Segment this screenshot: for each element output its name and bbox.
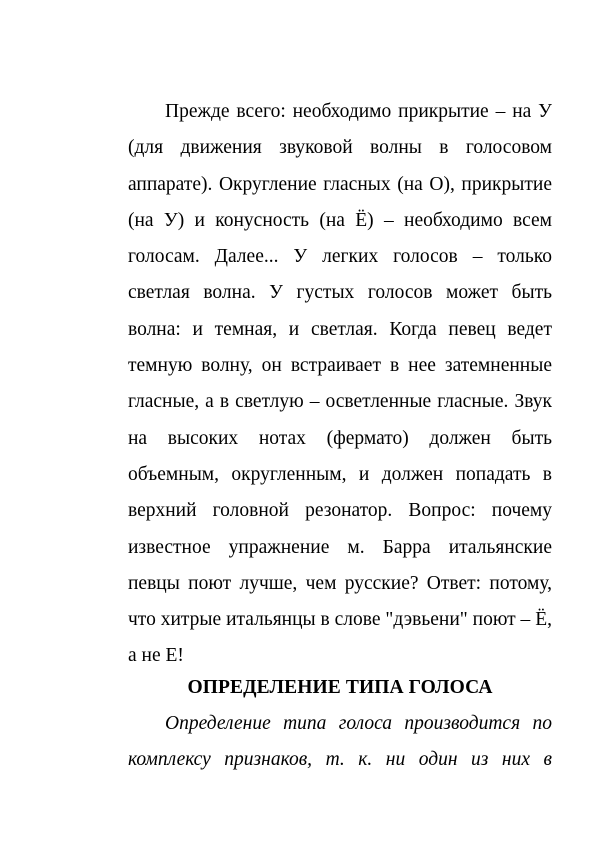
body-paragraph: Прежде всего: необходимо прикрытие – на У (для движения звуковой волны в голосовом аппарате). Округление гласных (на О), прикрытие (на У) и конусность (на Ё) – необходимо всем голосам. Далее... У легких голосов – только светлая волна. У густых голосов может быть волна: и темная, и светлая. Когда певец ведет темную волну, он встраивает в нее затемненные гласные, а в светлую – осветленные гласные. Звук на высоких нотах (фермато) должен быть объемным, округленным, и должен попадать в верхний головной резонатор. Вопрос: почему известное упражнение м. Барра итальянские певцы поют лучше, чем русские? Ответ: потому, что хитрые итальянцы в слове "дэвьени" поют – Ё, а не Е! (128, 101, 552, 667)
italic-paragraph: Определение типа голоса производится по комплексу признаков, т. к. ни один из них в (128, 713, 552, 771)
section-heading: ОПРЕДЕЛЕНИЕ ТИПА ГОЛОСА (187, 677, 493, 698)
